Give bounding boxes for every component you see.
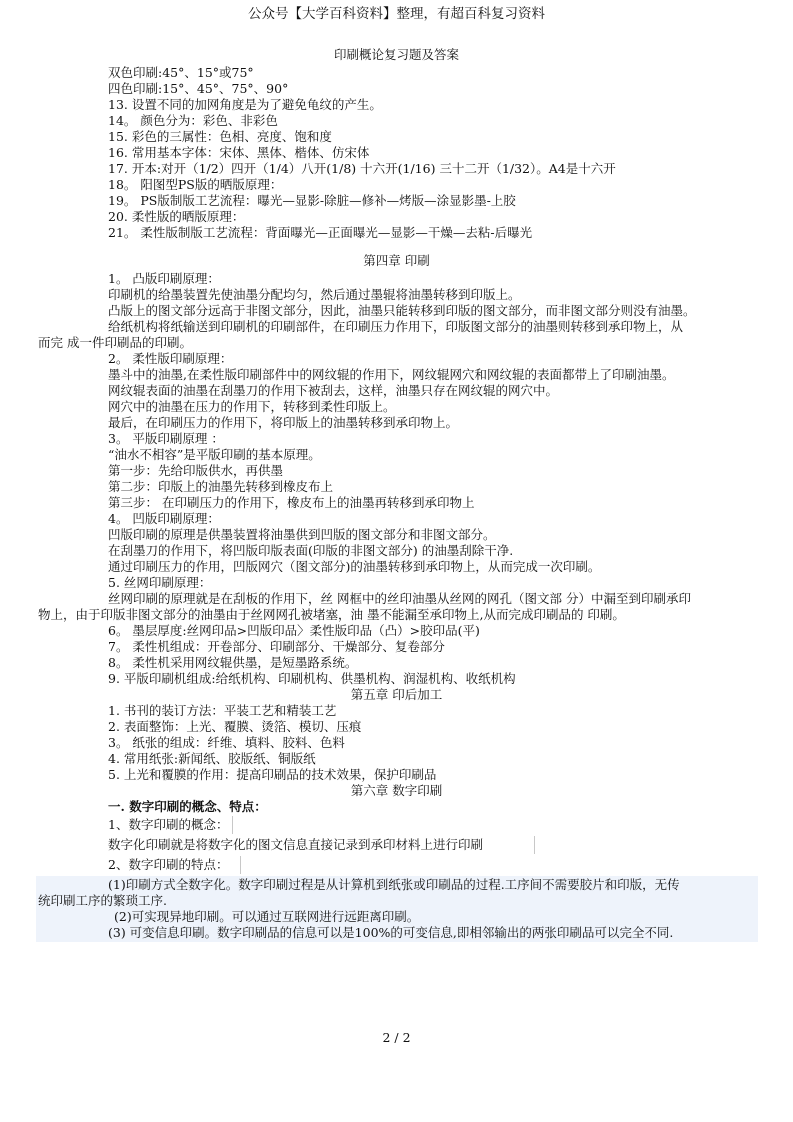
text-line: 凹版印刷的原理是供墨装置将油墨供到凹版的图文部分和非图文部分。 bbox=[108, 527, 496, 542]
text-line: 印刷机的给墨装置先使油墨分配均匀，然后通过墨辊将油墨转移到印版上。 bbox=[108, 287, 521, 302]
text-line: 2. 表面整饰：上光、覆膜、烫箔、模切、压痕 bbox=[108, 719, 362, 734]
text-line: 5. 上光和覆膜的作用：提高印刷品的技术效果，保护印刷品 bbox=[108, 767, 437, 782]
text-cursor-mark bbox=[534, 836, 535, 854]
text-line: 16. 常用基本字体：宋体、黑体、楷体、仿宋体 bbox=[108, 145, 370, 160]
text-line: 丝网印刷的原理就是在刮板的作用下，丝 网框中的丝印油墨从丝网的网孔（图文部 分）中漏至到印刷承印 bbox=[108, 591, 691, 606]
text-line: 四色印刷:15°、45°、75°、90° bbox=[108, 81, 289, 96]
text-line: 1. 书刊的装订方法：平装工艺和精装工艺 bbox=[108, 703, 337, 718]
text-line: 4。 凹版印刷原理： bbox=[108, 511, 220, 526]
text-line: 在刮墨刀的作用下，将凹版印版表面(印版的非图文部分) 的油墨刮除干净. bbox=[108, 543, 514, 558]
text-line: 18。 阳图型PS版的晒版原理： bbox=[108, 177, 283, 192]
text-cursor-mark bbox=[232, 816, 233, 834]
chapter-6-title: 第六章 数字印刷 bbox=[350, 783, 443, 798]
text-line: 3。 平版印刷原理 ： bbox=[108, 431, 224, 446]
text-line: 20. 柔性版的晒版原理： bbox=[108, 209, 245, 224]
text-line: 2、数字印刷的特点： bbox=[108, 857, 229, 872]
text-line: 网穴中的油墨在压力的作用下，转移到柔性印版上。 bbox=[108, 399, 396, 414]
section-heading: 一. 数字印刷的概念、特点： bbox=[108, 799, 267, 814]
text-line: 第一步：先给印版供水，再供墨 bbox=[108, 463, 284, 478]
text-line: 7。 柔性机组成：开卷部分、印刷部分、干燥部分、复卷部分 bbox=[108, 639, 445, 654]
chapter-5-title: 第五章 印后加工 bbox=[350, 687, 443, 702]
text-line: 数字化印刷就是将数字化的图文信息直接记录到承印材料上进行印刷 bbox=[108, 837, 484, 852]
text-line: “油水不相容”是平版印刷的基本原理。 bbox=[108, 447, 321, 462]
text-line: (2)可实现异地印刷。可以通过互联网进行远距离印刷。 bbox=[114, 909, 420, 924]
text-line: 15. 彩色的三属性：色相、亮度、饱和度 bbox=[108, 129, 332, 144]
page-number: 2 / 2 bbox=[382, 1030, 411, 1045]
text-line: 3。 纸张的组成：纤维、填料、胶料、色料 bbox=[108, 735, 345, 750]
text-line: 第二步：印版上的油墨先转移到橡皮布上 bbox=[108, 479, 334, 494]
text-line: 17. 开本:对开（1/2）四开（1/4）八开(1/8) 十六开(1/16) 三十二开（1/32）。A4是十六开 bbox=[108, 161, 616, 176]
text-line: 6。 墨层厚度:丝网印品>凹版印品〉柔性版印品（凸）>胶印品(平) bbox=[108, 623, 480, 638]
text-line: 9. 平版印刷机组成:给纸机构、印刷机构、供墨机构、润湿机构、收纸机构 bbox=[108, 671, 516, 686]
text-line: 通过印刷压力的作用，凹版网穴（图文部分)的油墨转移到承印物上，从而完成一次印刷。 bbox=[108, 559, 601, 574]
chapter-4-title: 第四章 印刷 bbox=[363, 253, 430, 268]
text-line: 给纸机构将纸输送到印刷机的印刷部件，在印刷压力作用下，印版图文部分的油墨则转移到承印物上，从 bbox=[108, 319, 684, 334]
text-cursor-mark bbox=[240, 856, 241, 874]
text-line: 墨斗中的油墨,在柔性版印刷部件中的网纹辊的作用下，网纹辊网穴和网纹辊的表面都带上了印刷油墨。 bbox=[108, 367, 675, 382]
text-line: 物上，由于印版非图文部分的油墨由于丝网网孔被堵塞，油 墨不能漏至承印物上,从而完成印刷品的 印刷。 bbox=[38, 607, 625, 622]
text-line: 最后，在印刷压力的作用下，将印版上的油墨转移到承印物上。 bbox=[108, 415, 459, 430]
text-line: 而完 成一件印刷品的印刷。 bbox=[38, 335, 192, 350]
text-line: 2。 柔性版印刷原理： bbox=[108, 351, 233, 366]
text-line: (1)印刷方式全数字化。数字印刷过程是从计算机到纸张或印刷品的过程.工序间不需要胶片和印版，无传 bbox=[108, 877, 680, 892]
text-line: 19。 PS版制版工艺流程：曝光—显影-除脏—修补—烤版—涂显影墨-上胶 bbox=[108, 193, 516, 208]
text-line: 凸版上的图文部分远高于非图文部分，因此，油墨只能转移到印版的图文部分，而非图文部分则没有油墨。 bbox=[108, 303, 696, 318]
text-line: (3) 可变信息印刷。数字印刷品的信息可以是100%的可变信息,即相邻输出的两张印刷品可以完全不同. bbox=[108, 925, 674, 940]
text-line: 5. 丝网印刷原理： bbox=[108, 575, 212, 590]
text-line: 第三步： 在印刷压力的作用下，橡皮布上的油墨再转移到承印物上 bbox=[108, 495, 475, 510]
text-line: 1。 凸版印刷原理： bbox=[108, 271, 220, 286]
doc-title: 印刷概论复习题及答案 bbox=[333, 47, 459, 62]
text-line: 14。 颜色分为：彩色、非彩色 bbox=[108, 113, 278, 128]
text-line: 13. 设置不同的加网角度是为了避免龟纹的产生。 bbox=[108, 97, 382, 112]
text-line: 1、数字印刷的概念： bbox=[108, 817, 229, 832]
text-line: 4. 常用纸张:新闻纸、胶版纸、铜版纸 bbox=[108, 751, 316, 766]
text-line: 21。 柔性版制版工艺流程：背面曝光—正面曝光—显影—干燥—去粘-后曝光 bbox=[108, 225, 533, 240]
text-line: 8。 柔性机采用网纹辊供墨，是短墨路系统。 bbox=[108, 655, 358, 670]
text-line: 网纹辊表面的油墨在刮墨刀的作用下被刮去，这样，油墨只存在网纹辊的网穴中。 bbox=[108, 383, 559, 398]
page-header: 公众号【大学百科资料】整理，有超百科复习资料 bbox=[248, 6, 545, 22]
text-line: 统印刷工序的繁琐工序. bbox=[38, 893, 167, 908]
text-line: 双色印刷:45°、15°或75° bbox=[108, 65, 254, 80]
